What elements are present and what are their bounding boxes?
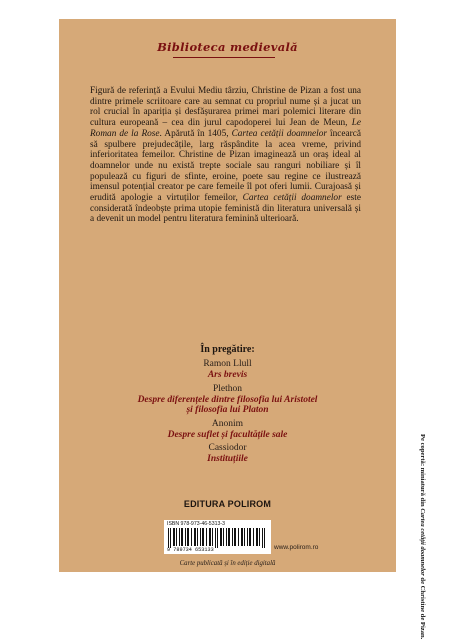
cover-image-credit: Pe copertă: miniatură din Cartea cetății doamnelor de Christine de Pizan.	[419, 434, 426, 639]
title-cartea-cetatii-2: Cartea cetății doamnelor	[242, 193, 342, 204]
title-roman-de-la-rose: Le Roman de la Rose	[90, 118, 361, 139]
publisher-website[interactable]: www.polirom.ro	[274, 544, 319, 551]
upcoming-item	[59, 384, 396, 416]
upcoming-item	[59, 443, 396, 465]
upcoming-author: Cassiodor	[208, 443, 247, 453]
book-description	[90, 86, 361, 225]
upcoming-work: Despre suflet și facultățile sale	[167, 429, 288, 440]
upcoming-work-line2: și filosofia lui Platon	[186, 405, 269, 415]
publisher-name: EDITURA POLIROM	[183, 499, 272, 509]
upcoming-work: Despre diferențele dintre filosofia lui Aristotel	[137, 394, 318, 405]
upcoming-work: Ars brevis	[207, 370, 248, 380]
series-title: Biblioteca medievală	[157, 40, 298, 54]
digital-edition-note: Carte publicată și în ediție digitală	[179, 560, 276, 567]
upcoming-list	[59, 359, 396, 468]
isbn-text: ISBN 978-973-46-5313-3	[167, 521, 225, 527]
upcoming-author: Plethon	[212, 383, 243, 394]
upcoming-item	[59, 419, 396, 441]
series-title-underline	[173, 57, 275, 58]
upcoming-item	[59, 359, 396, 381]
upcoming-author: Ramon Llull	[203, 359, 252, 369]
description-paragraph: Figură de referință a Evului Mediu târziu, Christine de Pizan a fost una dintre primele scriitoare care au semnat cu propriul nume și a jucat un rol crucial în apariția și desfășurarea primei mari polemici literare din cultura europeană – cea din jurul capodoperei lui Jean de Meun, Le Roman de la Rose. Apărută în 1405, Cartea cetății doamnelor încearcă să spulbere prejudecățile, larg răspândite la acea vreme, privind inferioritatea femeilor. Christine de Pizan imaginează un oraș ideal al doamnelor unde nu există trepte sociale sau ranguri nobiliare și îl populează cu figuri de sfinte, eroine, poete sau regine ce ilustrează imensul potențial creator pe care femeile îl pot oferi lumii. Curajoasă și erudită apologie a virtuților femeilor, Cartea cetății doamnelor este considerată îndeobște prima utopie feministă din literatura universală și a devenit un model pentru literatura feminină ulterioară.	[90, 86, 361, 225]
barcode-digits: 9 789734 653133	[167, 547, 214, 553]
upcoming-heading: În pregătire:	[200, 344, 255, 355]
barcode-icon	[167, 528, 268, 548]
back-cover	[59, 19, 396, 572]
isbn-barcode-box	[164, 520, 271, 554]
upcoming-work: Instituțiile	[207, 454, 248, 464]
title-cartea-cetatii: Cartea cetății doamnelor	[231, 128, 327, 139]
upcoming-author: Anonim	[211, 418, 244, 429]
